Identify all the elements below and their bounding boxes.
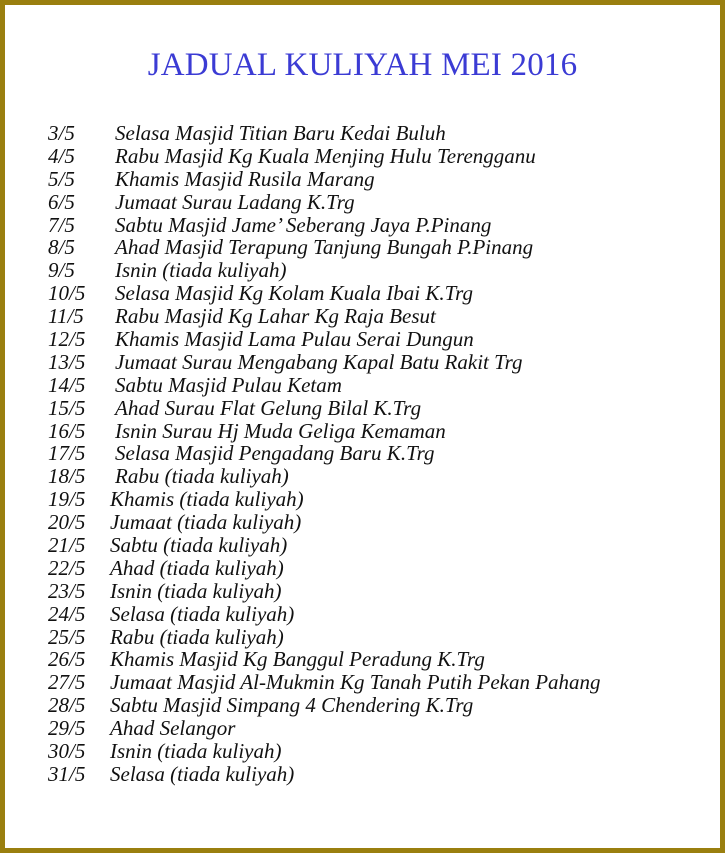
schedule-event: Isnin Surau Hj Muda Geliga Kemaman xyxy=(115,418,446,443)
schedule-event: Isnin (tiada kuliyah) xyxy=(110,578,282,603)
schedule-row xyxy=(48,351,601,374)
schedule-date: 24/5 xyxy=(48,601,86,626)
schedule-date: 30/5 xyxy=(48,739,86,764)
schedule-event: Sabtu Masjid Simpang 4 Chendering K.Trg xyxy=(110,693,474,718)
schedule-event: Sabtu Masjid Jame’ Seberang Jaya P.Pinang xyxy=(115,212,492,237)
schedule-event: Jumaat Surau Ladang K.Trg xyxy=(115,189,355,214)
schedule-row xyxy=(48,328,601,351)
schedule-row xyxy=(48,122,601,145)
schedule-row xyxy=(48,465,601,488)
schedule-event: Rabu (tiada kuliyah) xyxy=(115,464,289,489)
schedule-date: 21/5 xyxy=(48,533,86,558)
schedule-event: Rabu (tiada kuliyah) xyxy=(110,624,284,649)
schedule-row xyxy=(48,740,601,763)
schedule-row xyxy=(48,305,601,328)
schedule-row xyxy=(48,191,601,214)
page-title: JADUAL KULIYAH MEI 2016 xyxy=(147,47,578,83)
schedule-event: Selasa Masjid Kg Kolam Kuala Ibai K.Trg xyxy=(115,281,474,306)
schedule-event: Rabu Masjid Kg Kuala Menjing Hulu Terengganu xyxy=(115,143,536,168)
schedule-row xyxy=(48,145,601,168)
schedule-row xyxy=(48,694,601,717)
schedule-row xyxy=(48,374,601,397)
schedule-date: 6/5 xyxy=(48,189,75,214)
schedule-row xyxy=(48,557,601,580)
schedule-date: 31/5 xyxy=(48,761,86,786)
schedule-date: 17/5 xyxy=(48,441,86,466)
schedule-row xyxy=(48,214,601,237)
schedule-date: 4/5 xyxy=(48,143,75,168)
schedule-row xyxy=(48,442,601,465)
schedule-date: 11/5 xyxy=(48,304,84,329)
schedule-event: Selasa Masjid Titian Baru Kedai Buluh xyxy=(115,121,446,145)
schedule-date: 29/5 xyxy=(48,716,86,741)
schedule-row xyxy=(48,236,601,259)
schedule-event: Sabtu (tiada kuliyah) xyxy=(110,533,288,558)
schedule-row xyxy=(48,580,601,603)
schedule-date: 5/5 xyxy=(48,166,75,191)
schedule-row xyxy=(48,168,601,191)
schedule-event: Khamis (tiada kuliyah) xyxy=(110,487,304,512)
schedule-list xyxy=(48,122,601,786)
schedule-date: 3/5 xyxy=(48,121,75,145)
schedule-date: 18/5 xyxy=(48,464,86,489)
schedule-event: Selasa (tiada kuliyah) xyxy=(110,601,295,626)
schedule-event: Ahad Surau Flat Gelung Bilal K.Trg xyxy=(115,395,422,420)
schedule-date: 15/5 xyxy=(48,395,86,420)
schedule-date: 8/5 xyxy=(48,235,75,260)
schedule-date: 19/5 xyxy=(48,487,86,512)
schedule-row xyxy=(48,488,601,511)
schedule-date: 20/5 xyxy=(48,510,86,535)
schedule-date: 22/5 xyxy=(48,555,86,580)
schedule-event: Jumaat Masjid Al-Mukmin Kg Tanah Putih Pekan Pahang xyxy=(110,670,601,695)
schedule-date: 27/5 xyxy=(48,670,86,695)
schedule-row xyxy=(48,603,601,626)
schedule-date: 7/5 xyxy=(48,212,75,237)
schedule-event: Isnin (tiada kuliyah) xyxy=(110,739,282,764)
schedule-event: Ahad (tiada kuliyah) xyxy=(110,555,284,580)
schedule-date: 13/5 xyxy=(48,349,86,374)
schedule-event: Jumaat (tiada kuliyah) xyxy=(110,510,302,535)
schedule-date: 12/5 xyxy=(48,327,86,352)
schedule-row xyxy=(48,259,601,282)
schedule-row xyxy=(48,648,601,671)
schedule-date: 9/5 xyxy=(48,258,75,283)
schedule-date: 16/5 xyxy=(48,418,86,443)
schedule-event: Khamis Masjid Lama Pulau Serai Dungun xyxy=(115,327,474,352)
schedule-date: 25/5 xyxy=(48,624,86,649)
schedule-event: Khamis Masjid Kg Banggul Peradung K.Trg xyxy=(110,647,485,672)
schedule-event: Selasa Masjid Pengadang Baru K.Trg xyxy=(115,441,435,466)
schedule-row xyxy=(48,397,601,420)
schedule-date: 10/5 xyxy=(48,281,86,306)
schedule-date: 23/5 xyxy=(48,578,86,603)
schedule-date: 28/5 xyxy=(48,693,86,718)
schedule-date: 26/5 xyxy=(48,647,86,672)
schedule-event: Rabu Masjid Kg Lahar Kg Raja Besut xyxy=(115,304,436,329)
schedule-event: Sabtu Masjid Pulau Ketam xyxy=(115,372,342,397)
schedule-event: Ahad Masjid Terapung Tanjung Bungah P.Pinang xyxy=(115,235,534,260)
schedule-row xyxy=(48,717,601,740)
schedule-row xyxy=(48,671,601,694)
schedule-event: Selasa (tiada kuliyah) xyxy=(110,761,295,786)
schedule-row xyxy=(48,282,601,305)
schedule-row xyxy=(48,626,601,649)
schedule-row xyxy=(48,534,601,557)
schedule-row xyxy=(48,763,601,786)
schedule-event: Ahad Selangor xyxy=(110,716,236,741)
schedule-date: 14/5 xyxy=(48,372,86,397)
schedule-event: Isnin (tiada kuliyah) xyxy=(115,258,287,283)
schedule-event: Khamis Masjid Rusila Marang xyxy=(115,166,375,191)
schedule-row xyxy=(48,511,601,534)
schedule-row xyxy=(48,420,601,443)
schedule-event: Jumaat Surau Mengabang Kapal Batu Rakit Trg xyxy=(115,349,523,374)
